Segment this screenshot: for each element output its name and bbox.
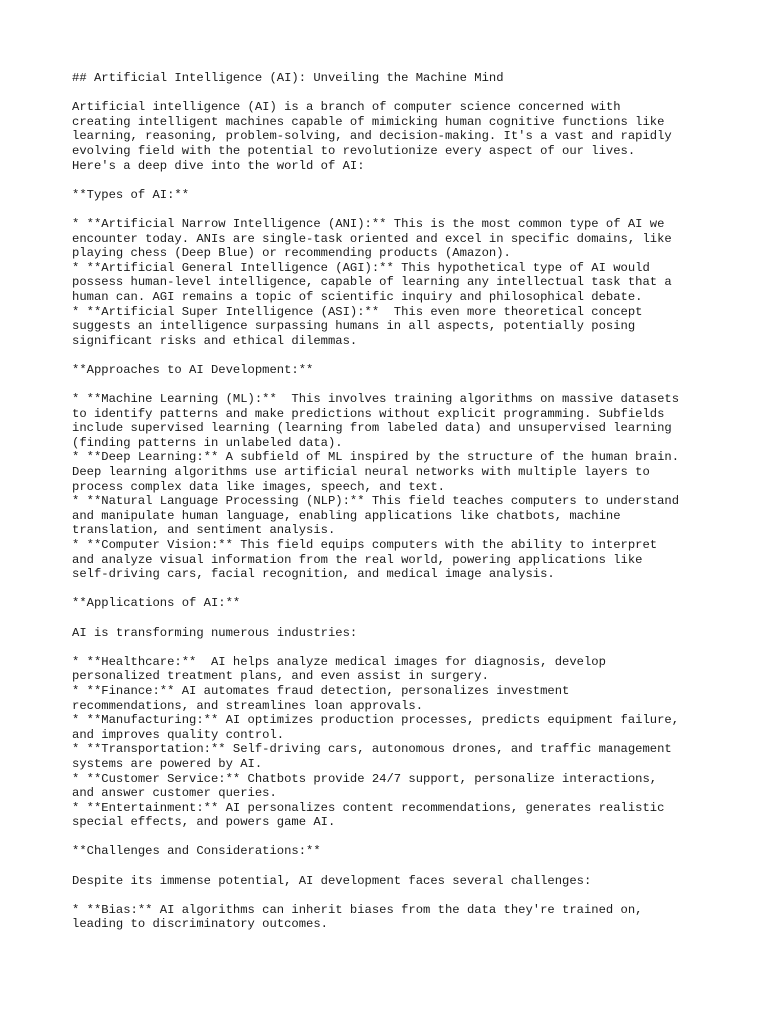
document-text: ## Artificial Intelligence (AI): Unveiling the Machine Mind Artificial intelligence (AI) is a branch of computer science concerned with creating intelligent machines capable of mimicking human cognitive functions like learning, reasoning, problem-solving, and decision-making. It's a vast and rapidly evolving field with the potential to revolutionize every aspect of our lives. Here's a deep dive into the world of AI: **Types of AI:** * **Artificial Narrow Intelligence (ANI):** This is the most common type of AI we encounter today. ANIs are single-task oriented and excel in specific domains, like playing chess (Deep Blue) or recommending products (Amazon). * **Artificial General Intelligence (AGI):** This hypothetical type of AI would possess human-level intelligence, capable of learning any intellectual task that a human can. AGI remains a topic of scientific inquiry and philosophical debate. * **Artificial Super Intelligence (ASI):** This even more theoretical concept suggests an intelligence surpassing humans in all aspects, potentially posing significant risks and ethical dilemmas. **Approaches to AI Development:** * **Machine Learning (ML):** This involves training algorithms on massive datasets to identify patterns and make predictions without explicit programming. Subfields include supervised learning (learning from labeled data) and unsupervised learning (finding patterns in unlabeled data). * **Deep Learning:** A subfield of ML inspired by the structure of the human brain. Deep learning algorithms use artificial neural networks with multiple layers to process complex data like images, speech, and text. * **Natural Language Processing (NLP):** This field teaches computers to understand and manipulate human language, enabling applications like chatbots, machine translation, and sentiment analysis. * **Computer Vision:** This field equips computers with the ability to interpret and analyze visual information from the real world, powering applications like self-driving cars, facial recognition, and medical image analysis. **Applications of AI:** AI is transforming numerous industries: * **Healthcare:** AI helps analyze medical images for diagnosis, develop personalized treatment plans, and even assist in surgery. * **Finance:** AI automates fraud detection, personalizes investment recommendations, and streamlines loan approvals. * **Manufacturing:** AI optimizes production processes, predicts equipment failure, and improves quality control. * **Transportation:** Self-driving cars, autonomous drones, and traffic management systems are powered by AI. * **Customer Service:** Chatbots provide 24/7 support, personalize interactions, and answer customer queries. * **Entertainment:** AI personalizes content recommendations, generates realistic special effects, and powers game AI. **Challenges and Considerations:** Despite its immense potential, AI development faces several challenges: * **Bias:** AI algorithms can inherit biases from the data they're trained on, leading to discriminatory outcomes.: [72, 71, 680, 932]
